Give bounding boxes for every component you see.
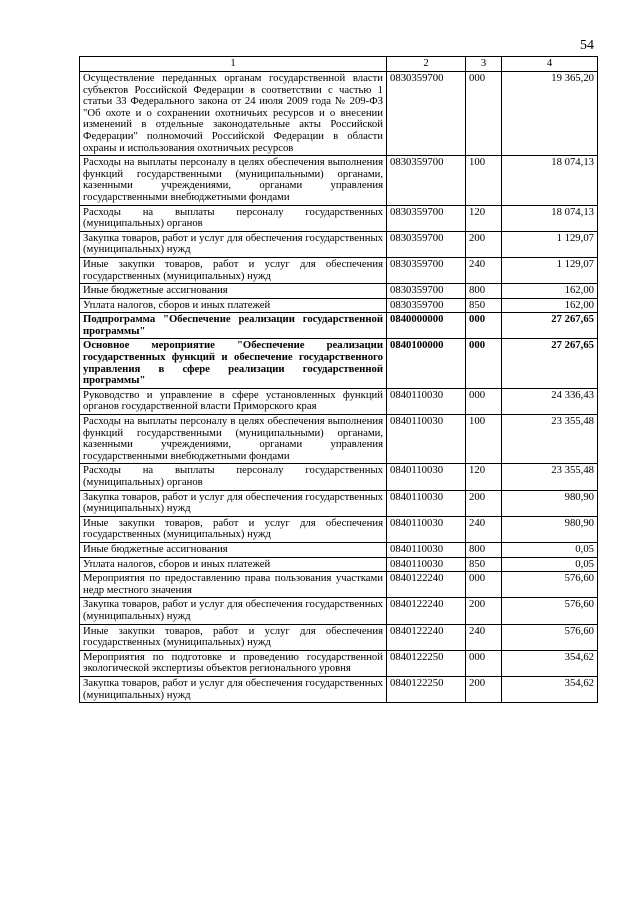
table-row [80, 490, 598, 516]
row-description: Иные закупки товаров, работ и услуг для обеспечения государственных (муниципальных) нужд [80, 257, 387, 283]
table-row [80, 339, 598, 388]
row-amount: 162,00 [502, 284, 598, 299]
row-amount: 980,90 [502, 490, 598, 516]
row-amount: 18 074,13 [502, 205, 598, 231]
table-header-row [80, 57, 598, 72]
row-amount: 23 355,48 [502, 464, 598, 490]
row-description: Закупка товаров, работ и услуг для обеспечения государственных (муниципальных) нужд [80, 231, 387, 257]
table-row [80, 598, 598, 624]
row-expense-type: 000 [466, 339, 502, 388]
row-description: Мероприятия по предоставлению права пользования участками недр местного значения [80, 572, 387, 598]
row-amount: 576,60 [502, 598, 598, 624]
row-description: Закупка товаров, работ и услуг для обеспечения государственных (муниципальных) нужд [80, 490, 387, 516]
row-description: Основное мероприятие "Обеспечение реализации государственных функций и обеспечение государственного управления в сфере реализации государственной программы" [80, 339, 387, 388]
row-target-code: 0840122240 [387, 572, 466, 598]
table-row [80, 257, 598, 283]
row-description: Осуществление переданных органам государственной власти субъектов Российской Федерации в соответствии с частью 1 статьи 33 Федерального закона от 24 июля 2009 года № 209-ФЗ "Об охоте и о сохранении охотничьих ресурсов и о внесении изменений в отдельные законодательные акты Российской Федерации" полномочий Российской Федерации в области охраны и использования охотничьих ресурсов [80, 72, 387, 156]
table-row [80, 650, 598, 676]
row-target-code: 0840110030 [387, 516, 466, 542]
table-row [80, 313, 598, 339]
row-expense-type: 200 [466, 598, 502, 624]
row-target-code: 0840122240 [387, 624, 466, 650]
row-expense-type: 200 [466, 490, 502, 516]
row-target-code: 0830359700 [387, 205, 466, 231]
row-description: Закупка товаров, работ и услуг для обеспечения государственных (муниципальных) нужд [80, 598, 387, 624]
row-amount: 0,05 [502, 557, 598, 572]
row-target-code: 0840122250 [387, 650, 466, 676]
table-row [80, 298, 598, 313]
row-description: Расходы на выплаты персоналу в целях обеспечения выполнения функций государственными (муниципальными) органами, казенными учреждениями, органами управления государственными внебюджетными фондами [80, 415, 387, 464]
row-expense-type: 000 [466, 72, 502, 156]
row-expense-type: 240 [466, 257, 502, 283]
table-row [80, 464, 598, 490]
row-amount: 27 267,65 [502, 313, 598, 339]
row-description: Иные закупки товаров, работ и услуг для обеспечения государственных (муниципальных) нужд [80, 624, 387, 650]
row-target-code: 0840122250 [387, 676, 466, 702]
row-target-code: 0830359700 [387, 257, 466, 283]
row-expense-type: 000 [466, 313, 502, 339]
row-description: Расходы на выплаты персоналу в целях обеспечения выполнения функций государственными (муниципальными) органами, казенными учреждениями, органами управления государственными внебюджетными фондами [80, 156, 387, 205]
row-description: Мероприятия по подготовке и проведению государственной экологической экспертизы объектов регионального уровня [80, 650, 387, 676]
row-description: Расходы на выплаты персоналу государственных (муниципальных) органов [80, 205, 387, 231]
header-col-2: 2 [387, 57, 466, 72]
row-amount: 1 129,07 [502, 231, 598, 257]
row-description: Иные бюджетные ассигнования [80, 542, 387, 557]
row-target-code: 0840110030 [387, 542, 466, 557]
row-expense-type: 240 [466, 624, 502, 650]
row-expense-type: 800 [466, 284, 502, 299]
row-description: Подпрограмма "Обеспечение реализации государственной программы" [80, 313, 387, 339]
row-expense-type: 000 [466, 650, 502, 676]
budget-table [79, 56, 598, 703]
row-expense-type: 000 [466, 388, 502, 414]
row-expense-type: 200 [466, 231, 502, 257]
row-target-code: 0840110030 [387, 557, 466, 572]
table-row [80, 415, 598, 464]
row-target-code: 0840000000 [387, 313, 466, 339]
page-number: 54 [580, 38, 594, 53]
table-row [80, 156, 598, 205]
row-target-code: 0830359700 [387, 231, 466, 257]
row-expense-type: 850 [466, 298, 502, 313]
table-row [80, 676, 598, 702]
row-target-code: 0830359700 [387, 298, 466, 313]
row-target-code: 0840110030 [387, 388, 466, 414]
table-row [80, 516, 598, 542]
row-amount: 162,00 [502, 298, 598, 313]
row-amount: 24 336,43 [502, 388, 598, 414]
table-row [80, 205, 598, 231]
row-amount: 354,62 [502, 650, 598, 676]
row-description: Уплата налогов, сборов и иных платежей [80, 557, 387, 572]
table-row [80, 557, 598, 572]
row-description: Руководство и управление в сфере установленных функций органов государственной власти Приморского края [80, 388, 387, 414]
row-expense-type: 100 [466, 156, 502, 205]
row-target-code: 0830359700 [387, 156, 466, 205]
row-target-code: 0840110030 [387, 464, 466, 490]
row-description: Закупка товаров, работ и услуг для обеспечения государственных (муниципальных) нужд [80, 676, 387, 702]
row-expense-type: 850 [466, 557, 502, 572]
row-expense-type: 240 [466, 516, 502, 542]
row-description: Иные бюджетные ассигнования [80, 284, 387, 299]
row-description: Уплата налогов, сборов и иных платежей [80, 298, 387, 313]
row-amount: 27 267,65 [502, 339, 598, 388]
row-amount: 18 074,13 [502, 156, 598, 205]
row-expense-type: 800 [466, 542, 502, 557]
row-target-code: 0830359700 [387, 72, 466, 156]
row-amount: 0,05 [502, 542, 598, 557]
row-description: Иные закупки товаров, работ и услуг для обеспечения государственных (муниципальных) нужд [80, 516, 387, 542]
row-expense-type: 120 [466, 464, 502, 490]
row-target-code: 0840122240 [387, 598, 466, 624]
row-amount: 576,60 [502, 624, 598, 650]
table-row [80, 284, 598, 299]
row-amount: 980,90 [502, 516, 598, 542]
row-amount: 354,62 [502, 676, 598, 702]
header-col-1: 1 [80, 57, 387, 72]
row-target-code: 0840110030 [387, 490, 466, 516]
table-row [80, 542, 598, 557]
row-expense-type: 100 [466, 415, 502, 464]
row-amount: 23 355,48 [502, 415, 598, 464]
table-row [80, 388, 598, 414]
row-description: Расходы на выплаты персоналу государственных (муниципальных) органов [80, 464, 387, 490]
row-amount: 19 365,20 [502, 72, 598, 156]
header-col-3: 3 [466, 57, 502, 72]
row-expense-type: 200 [466, 676, 502, 702]
row-amount: 576,60 [502, 572, 598, 598]
row-target-code: 0830359700 [387, 284, 466, 299]
row-expense-type: 000 [466, 572, 502, 598]
header-col-4: 4 [502, 57, 598, 72]
table-row [80, 624, 598, 650]
table-row [80, 572, 598, 598]
row-expense-type: 120 [466, 205, 502, 231]
table-row [80, 72, 598, 156]
row-target-code: 0840110030 [387, 415, 466, 464]
row-amount: 1 129,07 [502, 257, 598, 283]
table-row [80, 231, 598, 257]
row-target-code: 0840100000 [387, 339, 466, 388]
